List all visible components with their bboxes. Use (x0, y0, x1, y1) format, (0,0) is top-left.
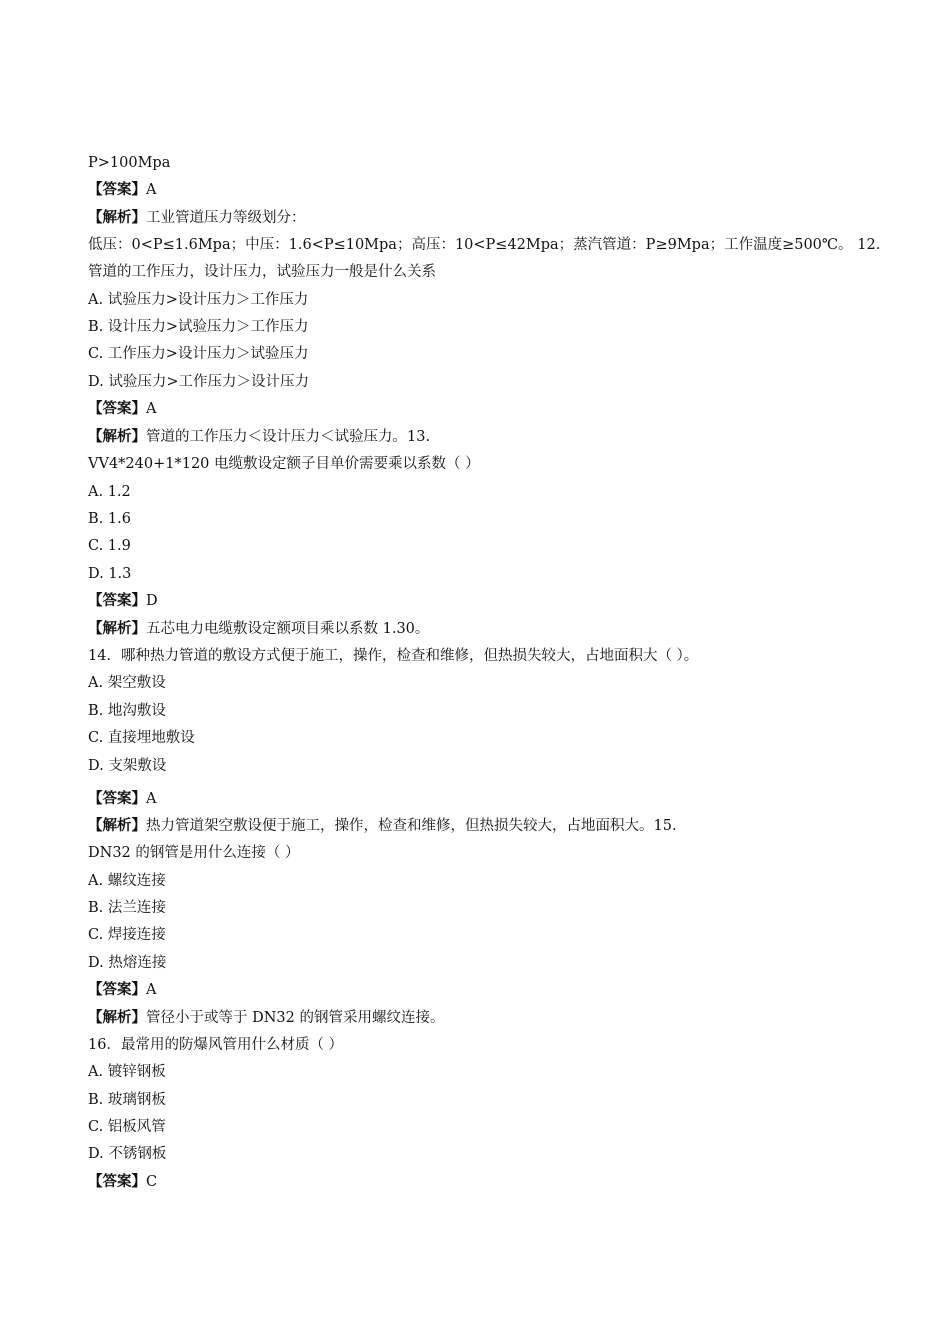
option-line: D. 1.3 (88, 566, 132, 582)
option-line: D. 支架敷设 (88, 758, 167, 774)
analysis-line (88, 619, 429, 639)
option-line: B. 法兰连接 (88, 900, 166, 916)
analysis-line (88, 816, 677, 836)
option-line: C. 铝板风管 (88, 1119, 166, 1135)
option-line: B. 设计压力>试验压力＞工作压力 (88, 319, 309, 335)
option-line: A. 螺纹连接 (88, 873, 166, 889)
option-line: C. 焊接连接 (88, 927, 166, 943)
analysis-text: 热力管道架空敷设便于施工，操作，检查和维修，但热损失较大，占地面积大。15. (146, 818, 677, 834)
analysis-line (88, 1008, 444, 1028)
option-line: D. 不锈钢板 (88, 1146, 167, 1162)
answer-line (88, 399, 156, 419)
analysis-label: 【解析】 (88, 818, 146, 834)
question-line: 14．哪种热力管道的敷设方式便于施工，操作，检查和维修，但热损失较大，占地面积大（ ）。 (88, 648, 699, 664)
answer-value: A (146, 791, 157, 807)
analysis-text: 五芯电力电缆敷设定额项目乘以系数 1.30。 (146, 621, 430, 637)
answer-line (88, 1172, 157, 1192)
question-line: VV4*240+1*120 电缆敷设定额子目单价需要乘以系数（ ） (88, 456, 480, 472)
answer-label: 【答案】 (88, 791, 146, 807)
option-line: A. 1.2 (88, 484, 131, 500)
answer-label: 【答案】 (88, 982, 146, 998)
analysis-text: 管道的工作压力＜设计压力＜试验压力。13. (146, 429, 431, 445)
answer-label: 【答案】 (88, 1174, 146, 1190)
option-line: A. 镀锌钢板 (88, 1064, 166, 1080)
text-line: P>100Mpa (88, 155, 171, 171)
option-line: C. 直接埋地敷设 (88, 730, 195, 746)
option-line: A. 架空敷设 (88, 675, 166, 691)
analysis-label: 【解析】 (88, 429, 146, 445)
answer-line (88, 980, 156, 1000)
option-line: D. 热熔连接 (88, 955, 167, 971)
answer-value: D (146, 593, 158, 609)
option-line: C. 1.9 (88, 538, 131, 554)
analysis-line (88, 208, 306, 228)
option-line: B. 地沟敷设 (88, 703, 166, 719)
answer-value: A (146, 182, 157, 198)
analysis-text: 工业管道压力等级划分： (146, 210, 306, 226)
analysis-line (88, 427, 430, 447)
option-line: B. 1.6 (88, 511, 131, 527)
answer-value: A (146, 982, 157, 998)
answer-label: 【答案】 (88, 593, 146, 609)
question-line: DN32 的钢管是用什么连接（ ） (88, 845, 300, 861)
option-line: B. 玻璃钢板 (88, 1092, 166, 1108)
answer-line (88, 789, 156, 809)
analysis-label: 【解析】 (88, 621, 146, 637)
question-line: 16．最常用的防爆风管用什么材质（ ） (88, 1037, 344, 1053)
answer-value: A (146, 401, 157, 417)
answer-label: 【答案】 (88, 182, 146, 198)
text-line: 低压：0<P≤1.6Mpa；中压：1.6<P≤10Mpa；高压：10<P≤42Mpa；蒸汽管道：P≥9Mpa；工作温度≥500℃。 12. (88, 237, 881, 253)
option-line: C. 工作压力>设计压力＞试验压力 (88, 346, 309, 362)
question-line: 管道的工作压力，设计压力，试验压力一般是什么关系 (88, 264, 436, 280)
option-line: D. 试验压力>工作压力＞设计压力 (88, 374, 309, 390)
answer-label: 【答案】 (88, 401, 146, 417)
answer-value: C (146, 1174, 158, 1190)
analysis-label: 【解析】 (88, 1010, 146, 1026)
option-line: A. 试验压力>设计压力＞工作压力 (88, 292, 309, 308)
answer-line (88, 591, 158, 611)
analysis-text: 管径小于或等于 DN32 的钢管采用螺纹连接。 (146, 1010, 445, 1026)
answer-line (88, 180, 156, 200)
analysis-label: 【解析】 (88, 210, 146, 226)
